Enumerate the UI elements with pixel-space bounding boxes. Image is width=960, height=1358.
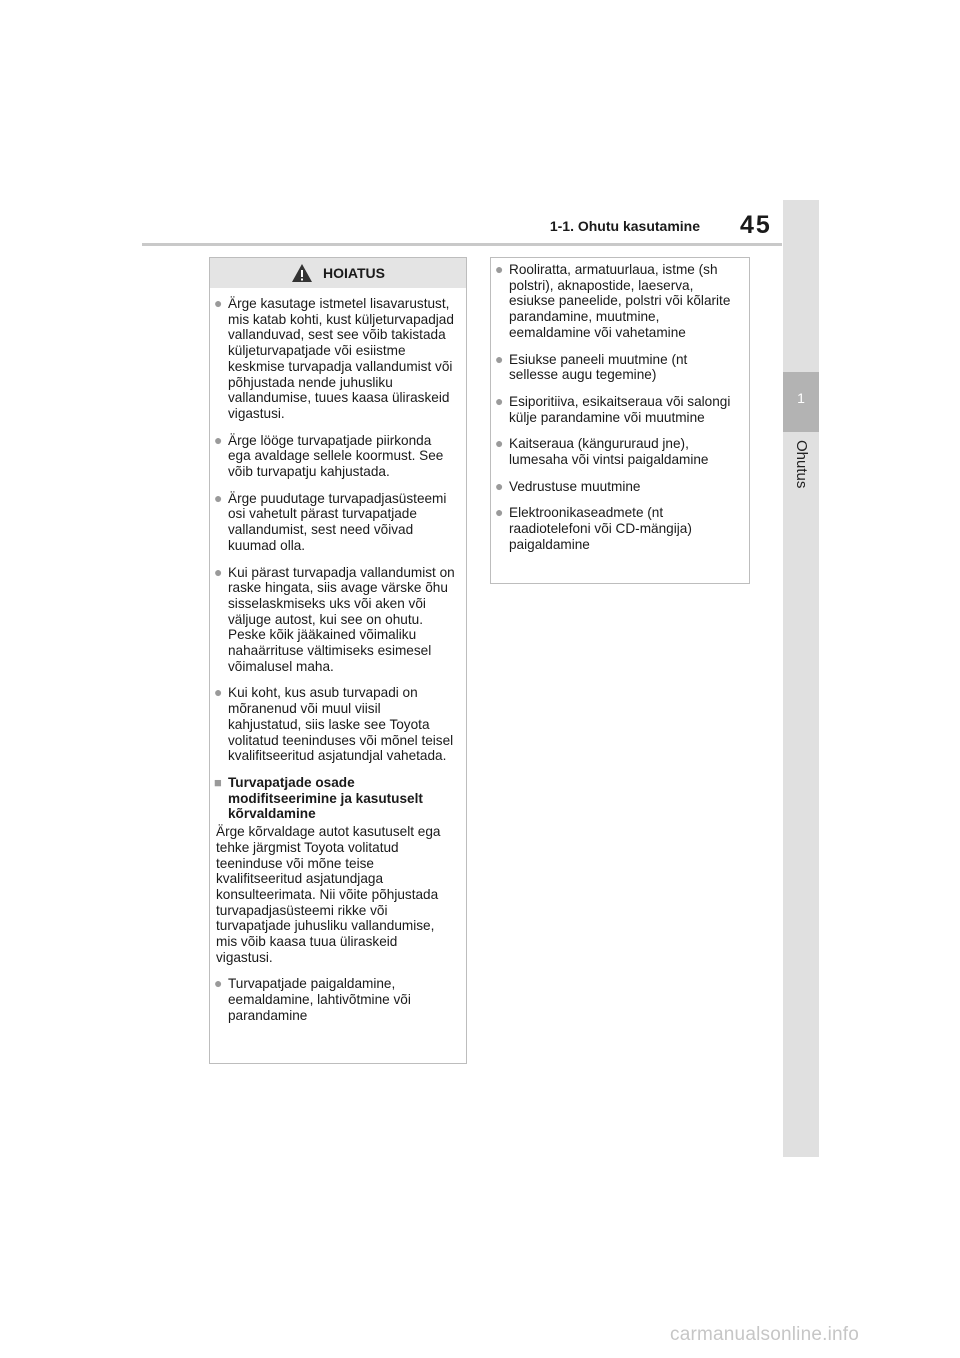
list-item-text: Kaitseraua (kängururaud jne), lumesaha või vintsi paigaldamine	[509, 436, 709, 468]
list-item	[495, 394, 739, 425]
list-item	[214, 491, 456, 554]
section-title: 1-1. Ohutu kasutamine	[549, 218, 700, 234]
list-item	[214, 685, 456, 764]
list-item-text: Rooliratta, armatuurlaua, istme (sh polstri), aknapostide, laeserva, esiukse paneelide, polstri või kõlarite parandamine, muutmine, eemaldamine või vahetamine	[509, 262, 731, 340]
list-item-text: Esiukse paneeli muutmine (nt sellesse augu tegemine)	[509, 351, 688, 383]
list-item-text: Turvapatjade paigaldamine, eemaldamine, lahtivõtmine või parandamine	[228, 976, 411, 1023]
list-item	[495, 262, 739, 341]
bullet-icon: ●	[495, 261, 504, 277]
list-item	[495, 505, 739, 552]
list-item	[214, 976, 456, 1023]
chapter-side-tab	[783, 200, 819, 1157]
bullet-icon: ●	[495, 477, 504, 494]
list-item-text: Elektroonikaseadmete (nt raadiotelefoni või CD-mängija) paigaldamine	[509, 505, 692, 552]
list-item-text: Vedrustuse muutmine	[509, 478, 641, 494]
list-item	[214, 296, 456, 422]
list-item	[495, 352, 739, 383]
subheading	[214, 775, 456, 822]
bullet-icon: ●	[495, 435, 504, 452]
chapter-number: 1	[797, 390, 805, 406]
page-number: 45	[740, 211, 772, 239]
watermark-link[interactable]: carmanualsonline.info	[670, 1324, 860, 1345]
bullet-icon: ●	[214, 563, 223, 580]
header-divider	[142, 243, 782, 246]
bullet-icon: ●	[495, 350, 504, 367]
list-item	[495, 479, 739, 495]
list-item-text: Kui koht, kus asub turvapadi on mõranenud või muul viisil kahjustatud, siis laske see Toyota volitatud teeninduses või mõnel teisel kvalifitseeritud asjatundjal vahetada.	[228, 685, 454, 764]
square-bullet-icon: ■	[214, 774, 222, 790]
body-paragraph: Ärge kõrvaldage autot kasutuselt ega tehke järgmist Toyota volitatud teeninduse või mõne teise kvalifitseeritud asjatundjaga konsulteerimata. Nii võite põhjustada turvapadjasüsteemi rikke või turvapatjade juhusliku vallandumise, mis võib kaasa tuua üliraskeid vigastusi.	[216, 824, 441, 965]
warning-body	[210, 288, 466, 1043]
bullet-icon: ●	[214, 975, 223, 992]
list-item-text: Esiporitiiva, esikaitseraua või salongi külje parandamine või muutmine	[509, 393, 731, 425]
chapter-name: Ohutus	[793, 440, 810, 489]
bullet-icon: ●	[214, 295, 223, 311]
warning-box	[209, 257, 467, 1064]
bullet-icon: ●	[214, 431, 223, 448]
warning-triangle-icon	[291, 263, 313, 283]
bullet-icon: ●	[495, 392, 504, 409]
warning-title: HOIATUS	[323, 265, 385, 281]
list-item-text: Ärge kasutage istmetel lisavarustust, mis katab kohti, kust küljeturvapadjad vallanduvad, sest see võib takistada küljeturvapatjade või esiistme keskmise turvapadja vallandumist või põhjustada nende juhusliku vallandumise, tuues kaasa üliraskeid vigastusi.	[228, 296, 454, 421]
bullet-icon: ●	[214, 684, 223, 701]
bullet-icon: ●	[495, 504, 504, 521]
continuation-body	[491, 258, 749, 572]
list-item	[495, 436, 739, 467]
list-item	[214, 433, 456, 480]
list-item	[214, 565, 456, 675]
list-item-text: Kui pärast turvapadja vallandumist on raske hingata, siis avage värske õhu sisselaskmiseks uks või aken või väljuge autost, kui see on ohutu. Peske kõik jääkained võimaliku nahaärrituse vältimiseks esimesel võimalusel maha.	[228, 564, 455, 674]
continuation-box	[490, 257, 750, 584]
warning-header	[210, 258, 466, 288]
list-item-text: Ärge puudutage turvapadjasüsteemi osi vahetult pärast turvapatjade vallandumist, sest need võivad kuumad olla.	[228, 490, 447, 553]
list-item-text: Ärge lööge turvapatjade piirkonda ega avaldage sellele koormust. See võib turvapatju kahjustada.	[228, 432, 444, 480]
subheading-text: Turvapatjade osade modifitseerimine ja kasutuselt kõrvaldamine	[228, 774, 423, 822]
bullet-icon: ●	[214, 489, 223, 506]
